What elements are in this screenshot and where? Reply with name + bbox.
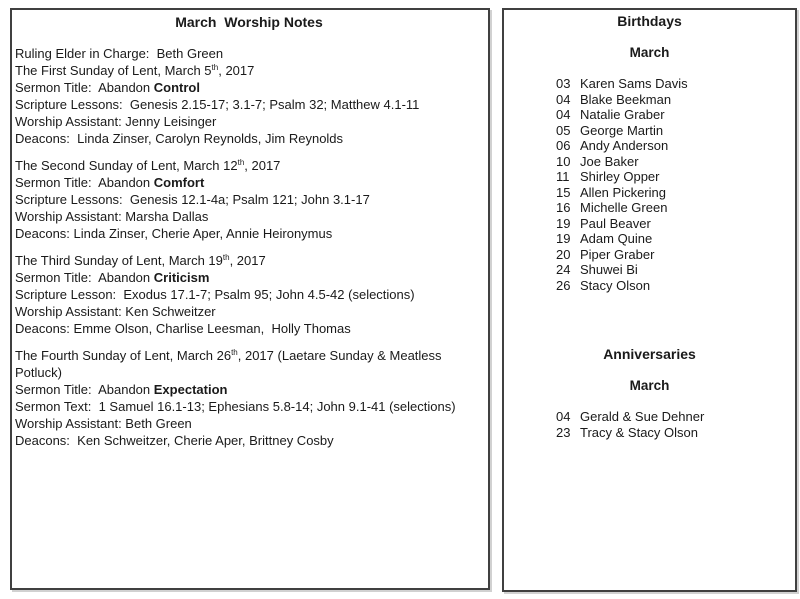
worship-assistant-line: Worship Assistant: Ken Schweitzer bbox=[15, 304, 216, 319]
birthday-day: 26 bbox=[556, 277, 571, 293]
events-panel bbox=[502, 8, 797, 592]
sermon-title-keyword: Expectation bbox=[153, 382, 228, 397]
birthday-day: 19 bbox=[556, 231, 571, 246]
date-text: The First Sunday of Lent, March 5 bbox=[15, 63, 212, 78]
birthday-name: Michelle Green bbox=[580, 200, 668, 215]
birthday-row bbox=[504, 138, 795, 154]
date-text: The Fourth Sunday of Lent, March 26 bbox=[15, 348, 232, 363]
anniversary-day: 04 bbox=[556, 409, 571, 424]
birthday-name: Stacy Olson bbox=[580, 277, 651, 293]
sunday-date-line bbox=[15, 347, 483, 381]
birthday-name: Joe Baker bbox=[580, 153, 639, 169]
birthday-row bbox=[504, 231, 795, 247]
birthday-day: 04 bbox=[556, 91, 571, 107]
sermon-title-line bbox=[15, 381, 483, 398]
date-text: The Third Sunday of Lent, March 19 bbox=[15, 253, 223, 268]
anniversary-day: 23 bbox=[556, 424, 571, 440]
birthday-day: 24 bbox=[556, 262, 571, 277]
sermon-title-keyword: Control bbox=[153, 80, 200, 95]
birthday-day: 19 bbox=[556, 215, 571, 231]
birthday-row bbox=[504, 200, 795, 216]
birthday-row bbox=[504, 123, 795, 139]
worship-sections bbox=[15, 62, 483, 449]
birthdays-group bbox=[504, 14, 795, 293]
birthday-name: Karen Sams Davis bbox=[580, 76, 688, 91]
anniversaries-group bbox=[504, 347, 795, 440]
birthday-list bbox=[504, 76, 795, 293]
birthday-name: Blake Beekman bbox=[580, 91, 672, 107]
anniversary-row bbox=[504, 409, 795, 425]
birthday-row bbox=[504, 154, 795, 170]
sermon-title-label: Sermon Title: Abandon bbox=[15, 270, 154, 285]
ordinal-superscript: th bbox=[237, 158, 245, 167]
birthday-day: 06 bbox=[556, 138, 571, 153]
worship-assistant-line: Worship Assistant: Marsha Dallas bbox=[15, 209, 209, 224]
birthday-row bbox=[504, 92, 795, 108]
birthday-row bbox=[504, 76, 795, 92]
ordinal-superscript: th bbox=[231, 348, 238, 357]
birthday-name: Shuwei Bi bbox=[580, 262, 638, 277]
ordinal-superscript: th bbox=[211, 63, 219, 72]
birthday-name: Allen Pickering bbox=[580, 184, 666, 200]
birthday-day: 16 bbox=[556, 200, 571, 215]
birthday-row bbox=[504, 185, 795, 201]
deacons-line: Deacons: Linda Zinser, Cherie Aper, Annie Heironymus bbox=[15, 226, 333, 241]
birthday-name: George Martin bbox=[580, 122, 664, 138]
anniversary-row bbox=[504, 425, 795, 441]
sunday-date-line bbox=[15, 252, 483, 269]
date-year-text: , 2017 (Laetare Sunday & Meatless Potluck) bbox=[15, 348, 446, 380]
worship-section bbox=[15, 157, 483, 242]
birthday-day: 15 bbox=[556, 184, 571, 200]
deacons-line: Deacons: Ken Schweitzer, Cherie Aper, Brittney Cosby bbox=[15, 433, 334, 448]
worship-notes-body bbox=[15, 45, 483, 449]
birthday-day: 10 bbox=[556, 153, 571, 169]
anniversary-list bbox=[504, 409, 795, 440]
birthdays-heading: Birthdays bbox=[617, 13, 682, 29]
birthday-row bbox=[504, 169, 795, 185]
scripture-line: Scripture Lessons: Genesis 2.15-17; 3.1-7; Psalm 32; Matthew 4.1-11 bbox=[15, 97, 420, 112]
birthday-row bbox=[504, 278, 795, 294]
birthday-name: Andy Anderson bbox=[580, 138, 669, 153]
birthday-row bbox=[504, 262, 795, 278]
worship-notes-title: March Worship Notes bbox=[175, 14, 323, 30]
sermon-title-line bbox=[15, 174, 483, 191]
deacons-line: Deacons: Linda Zinser, Carolyn Reynolds, Jim Reynolds bbox=[15, 131, 344, 146]
anniversaries-month-heading: March bbox=[629, 378, 670, 393]
scripture-line: Sermon Text: 1 Samuel 16.1-13; Ephesians 5.8-14; John 9.1-41 (selections) bbox=[15, 399, 456, 414]
birthday-name: Piper Graber bbox=[580, 246, 655, 262]
anniversary-name: Gerald & Sue Dehner bbox=[580, 409, 705, 424]
date-year-text: , 2017 bbox=[229, 253, 266, 268]
birthday-name: Paul Beaver bbox=[580, 215, 651, 231]
anniversary-name: Tracy & Stacy Olson bbox=[580, 424, 698, 440]
birthday-name: Natalie Graber bbox=[580, 107, 665, 122]
worship-assistant-line: Worship Assistant: Jenny Leisinger bbox=[15, 114, 217, 129]
worship-section bbox=[15, 347, 483, 449]
date-year-text: , 2017 bbox=[218, 63, 255, 78]
ordinal-superscript: th bbox=[222, 253, 230, 262]
anniversaries-heading: Anniversaries bbox=[603, 346, 696, 362]
birthday-day: 03 bbox=[556, 76, 571, 91]
sermon-title-label: Sermon Title: Abandon bbox=[15, 175, 154, 190]
sermon-title-line bbox=[15, 79, 483, 96]
birthday-day: 20 bbox=[556, 246, 571, 262]
birthday-row bbox=[504, 107, 795, 123]
ruling-elder-line: Ruling Elder in Charge: Beth Green bbox=[15, 46, 224, 61]
birthday-day: 04 bbox=[556, 107, 571, 122]
sunday-date-line bbox=[15, 62, 483, 79]
date-year-text: , 2017 bbox=[244, 158, 281, 173]
birthday-row bbox=[504, 216, 795, 232]
sunday-date-line bbox=[15, 157, 483, 174]
scripture-line: Scripture Lessons: Genesis 12.1-4a; Psalm 121; John 3.1-17 bbox=[15, 192, 370, 207]
birthday-row bbox=[504, 247, 795, 263]
birthday-day: 11 bbox=[556, 169, 570, 184]
birthday-name: Shirley Opper bbox=[580, 169, 660, 184]
deacons-line: Deacons: Emme Olson, Charlise Leesman, Holly Thomas bbox=[15, 321, 351, 336]
sermon-title-label: Sermon Title: Abandon bbox=[15, 80, 154, 95]
birthdays-month-heading: March bbox=[629, 45, 670, 60]
birthday-name: Adam Quine bbox=[580, 231, 653, 246]
birthday-day: 05 bbox=[556, 122, 571, 138]
worship-section bbox=[15, 62, 483, 147]
date-text: The Second Sunday of Lent, March 12 bbox=[15, 158, 238, 173]
sermon-title-label: Sermon Title: Abandon bbox=[15, 382, 154, 397]
sermon-title-keyword: Criticism bbox=[153, 270, 210, 285]
worship-section bbox=[15, 252, 483, 337]
worship-notes-panel bbox=[10, 8, 490, 590]
worship-assistant-line: Worship Assistant: Beth Green bbox=[15, 416, 192, 431]
sermon-title-keyword: Comfort bbox=[153, 175, 205, 190]
sermon-title-line bbox=[15, 269, 483, 286]
scripture-line: Scripture Lesson: Exodus 17.1-7; Psalm 95; John 4.5-42 (selections) bbox=[15, 287, 415, 302]
